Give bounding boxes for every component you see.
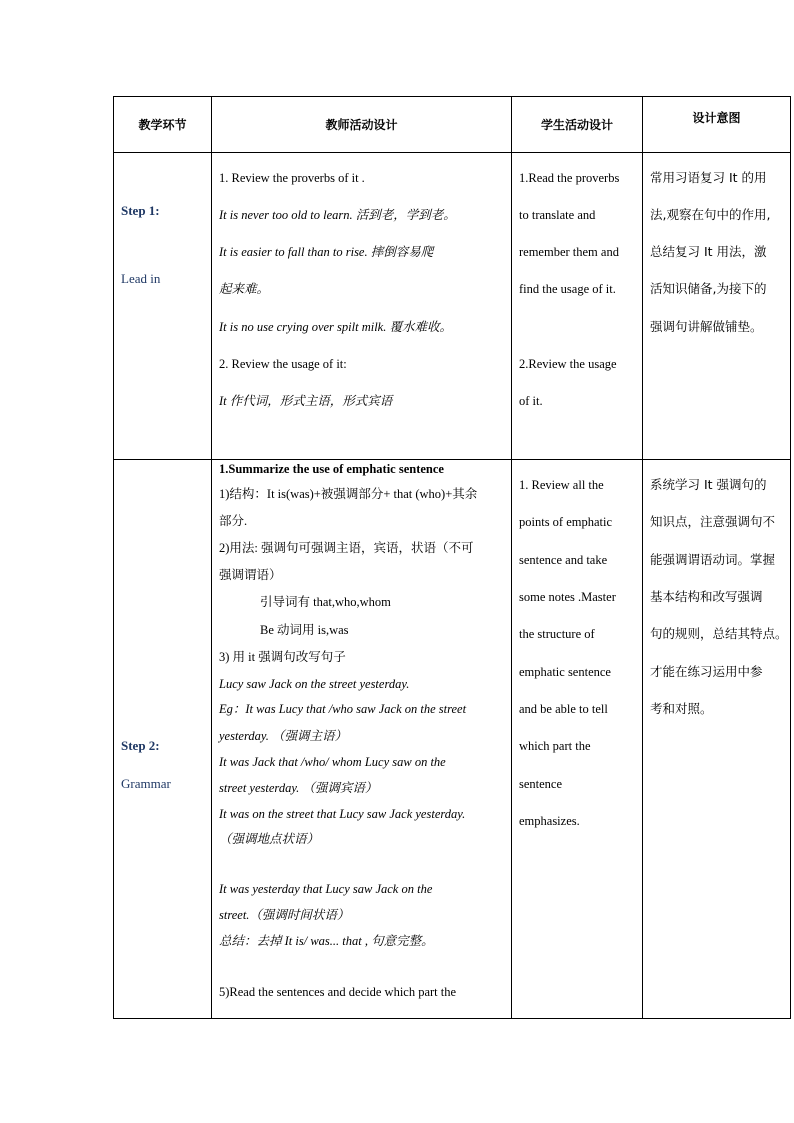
teacher-line: Eg：It was Lucy that /who saw Jack on the street: [219, 702, 467, 716]
student-line: 1.Read the proverbs: [519, 171, 620, 185]
teacher-line: 1)结构：It is(was)+被强调部分+ that (who)+其余: [219, 487, 478, 501]
intent-line: 总结复习 It 用法，激: [650, 244, 767, 259]
step-name: Grammar: [121, 776, 171, 791]
student-line: the structure of: [519, 627, 595, 641]
teacher-line: 引导词有 that,who,whom: [260, 595, 391, 609]
teacher-line: It is never too old to learn. 活到老，学到老。: [219, 208, 456, 222]
student-line: points of emphatic: [519, 515, 613, 529]
teacher-line: It is easier to fall than to rise. 摔倒容易爬: [219, 245, 434, 259]
table-header-row: [114, 97, 791, 153]
intent-line: 系统学习 It 强调句的: [650, 477, 767, 492]
intent-line: 法,观察在句中的作用,: [650, 207, 771, 222]
teacher-line: yesterday. （强调主语）: [219, 729, 347, 743]
teacher-line: 总结：去掉 It is/ was... that , 句意完整。: [219, 934, 434, 948]
student-line: emphatic sentence: [519, 665, 611, 679]
teacher-line: It is no use crying over spilt milk. 覆水难收。: [219, 320, 452, 334]
teacher-line: Be 动词用 is,was: [260, 623, 349, 637]
teacher-line: It was on the street that Lucy saw Jack yesterday.: [219, 807, 466, 821]
student-line: and be able to tell: [519, 702, 608, 716]
step-label: Step 1:: [121, 203, 160, 218]
teacher-line: 2)用法: 强调句可强调主语，宾语，状语（不可: [219, 541, 474, 555]
intent-line: 能强调谓语动词。掌握: [650, 552, 776, 567]
intent-line: 知识点，注意强调句不: [650, 514, 776, 529]
step-cell: [114, 153, 212, 460]
student-line: sentence and take: [519, 553, 608, 567]
intent-line: 强调句讲解做铺垫。: [650, 319, 763, 334]
student-line: find the usage of it.: [519, 282, 616, 296]
student-line: of it.: [519, 394, 543, 408]
teacher-line: 2. Review the usage of it:: [219, 357, 347, 371]
teacher-line: 5)Read the sentences and decide which part the: [219, 985, 457, 999]
header-student-activity: 学生活动设计: [512, 97, 643, 153]
student-line: which part the: [519, 739, 591, 753]
student-line: 1. Review all the: [519, 478, 604, 492]
design-intent-cell: [643, 153, 791, 460]
teacher-line: It 作代词，形式主语，形式宾语: [219, 394, 393, 408]
teacher-line: 部分.: [219, 514, 248, 528]
intent-line: 考和对照。: [650, 701, 713, 716]
student-line: some notes .Master: [519, 590, 616, 604]
header-design-intent: 设计意图: [643, 97, 791, 153]
lesson-plan-table: [113, 96, 791, 1019]
header-teacher-activity: 教师活动设计: [212, 97, 512, 153]
teacher-line: 3) 用 it 强调句改写句子: [219, 650, 346, 664]
student-line: remember them and: [519, 245, 619, 259]
teacher-activity-cell: [212, 153, 512, 460]
design-intent-cell: [643, 460, 791, 1019]
teacher-line: It was Jack that /who/ whom Lucy saw on the: [219, 755, 446, 769]
teacher-activity-cell: [212, 460, 512, 1019]
step-name: Lead in: [121, 271, 161, 286]
teacher-line: 起来难。: [219, 282, 270, 296]
student-line: emphasizes.: [519, 814, 580, 828]
table-row-step-1: [114, 153, 791, 460]
student-activity-cell: [512, 153, 643, 460]
step-label: Step 2:: [121, 738, 160, 753]
student-line: 2.Review the usage: [519, 357, 617, 371]
teacher-line: 强调谓语）: [219, 568, 282, 582]
student-line: to translate and: [519, 208, 596, 222]
teacher-line: It was yesterday that Lucy saw Jack on the: [219, 882, 433, 896]
teacher-line: street.（强调时间状语）: [219, 908, 350, 922]
intent-line: 句的规则，总结其特点。: [650, 626, 788, 641]
step-cell: [114, 460, 212, 1019]
teacher-line: Lucy saw Jack on the street yesterday.: [219, 677, 410, 691]
student-activity-cell: [512, 460, 643, 1019]
teacher-line: street yesterday. （强调宾语）: [219, 781, 378, 795]
teacher-line: （强调地点状语）: [219, 832, 320, 846]
intent-line: 活知识储备,为接下的: [650, 281, 767, 296]
header-teaching-stage: 教学环节: [114, 97, 212, 153]
intent-line: 常用习语复习 It 的用: [650, 170, 767, 185]
teacher-line: 1.Summarize the use of emphatic sentence: [219, 462, 444, 476]
intent-line: 才能在练习运用中参: [650, 664, 763, 679]
intent-line: 基本结构和改写强调: [650, 589, 763, 604]
student-line: sentence: [519, 777, 563, 791]
teacher-line: 1. Review the proverbs of it .: [219, 171, 365, 185]
table-row-step-2: [114, 460, 791, 1019]
